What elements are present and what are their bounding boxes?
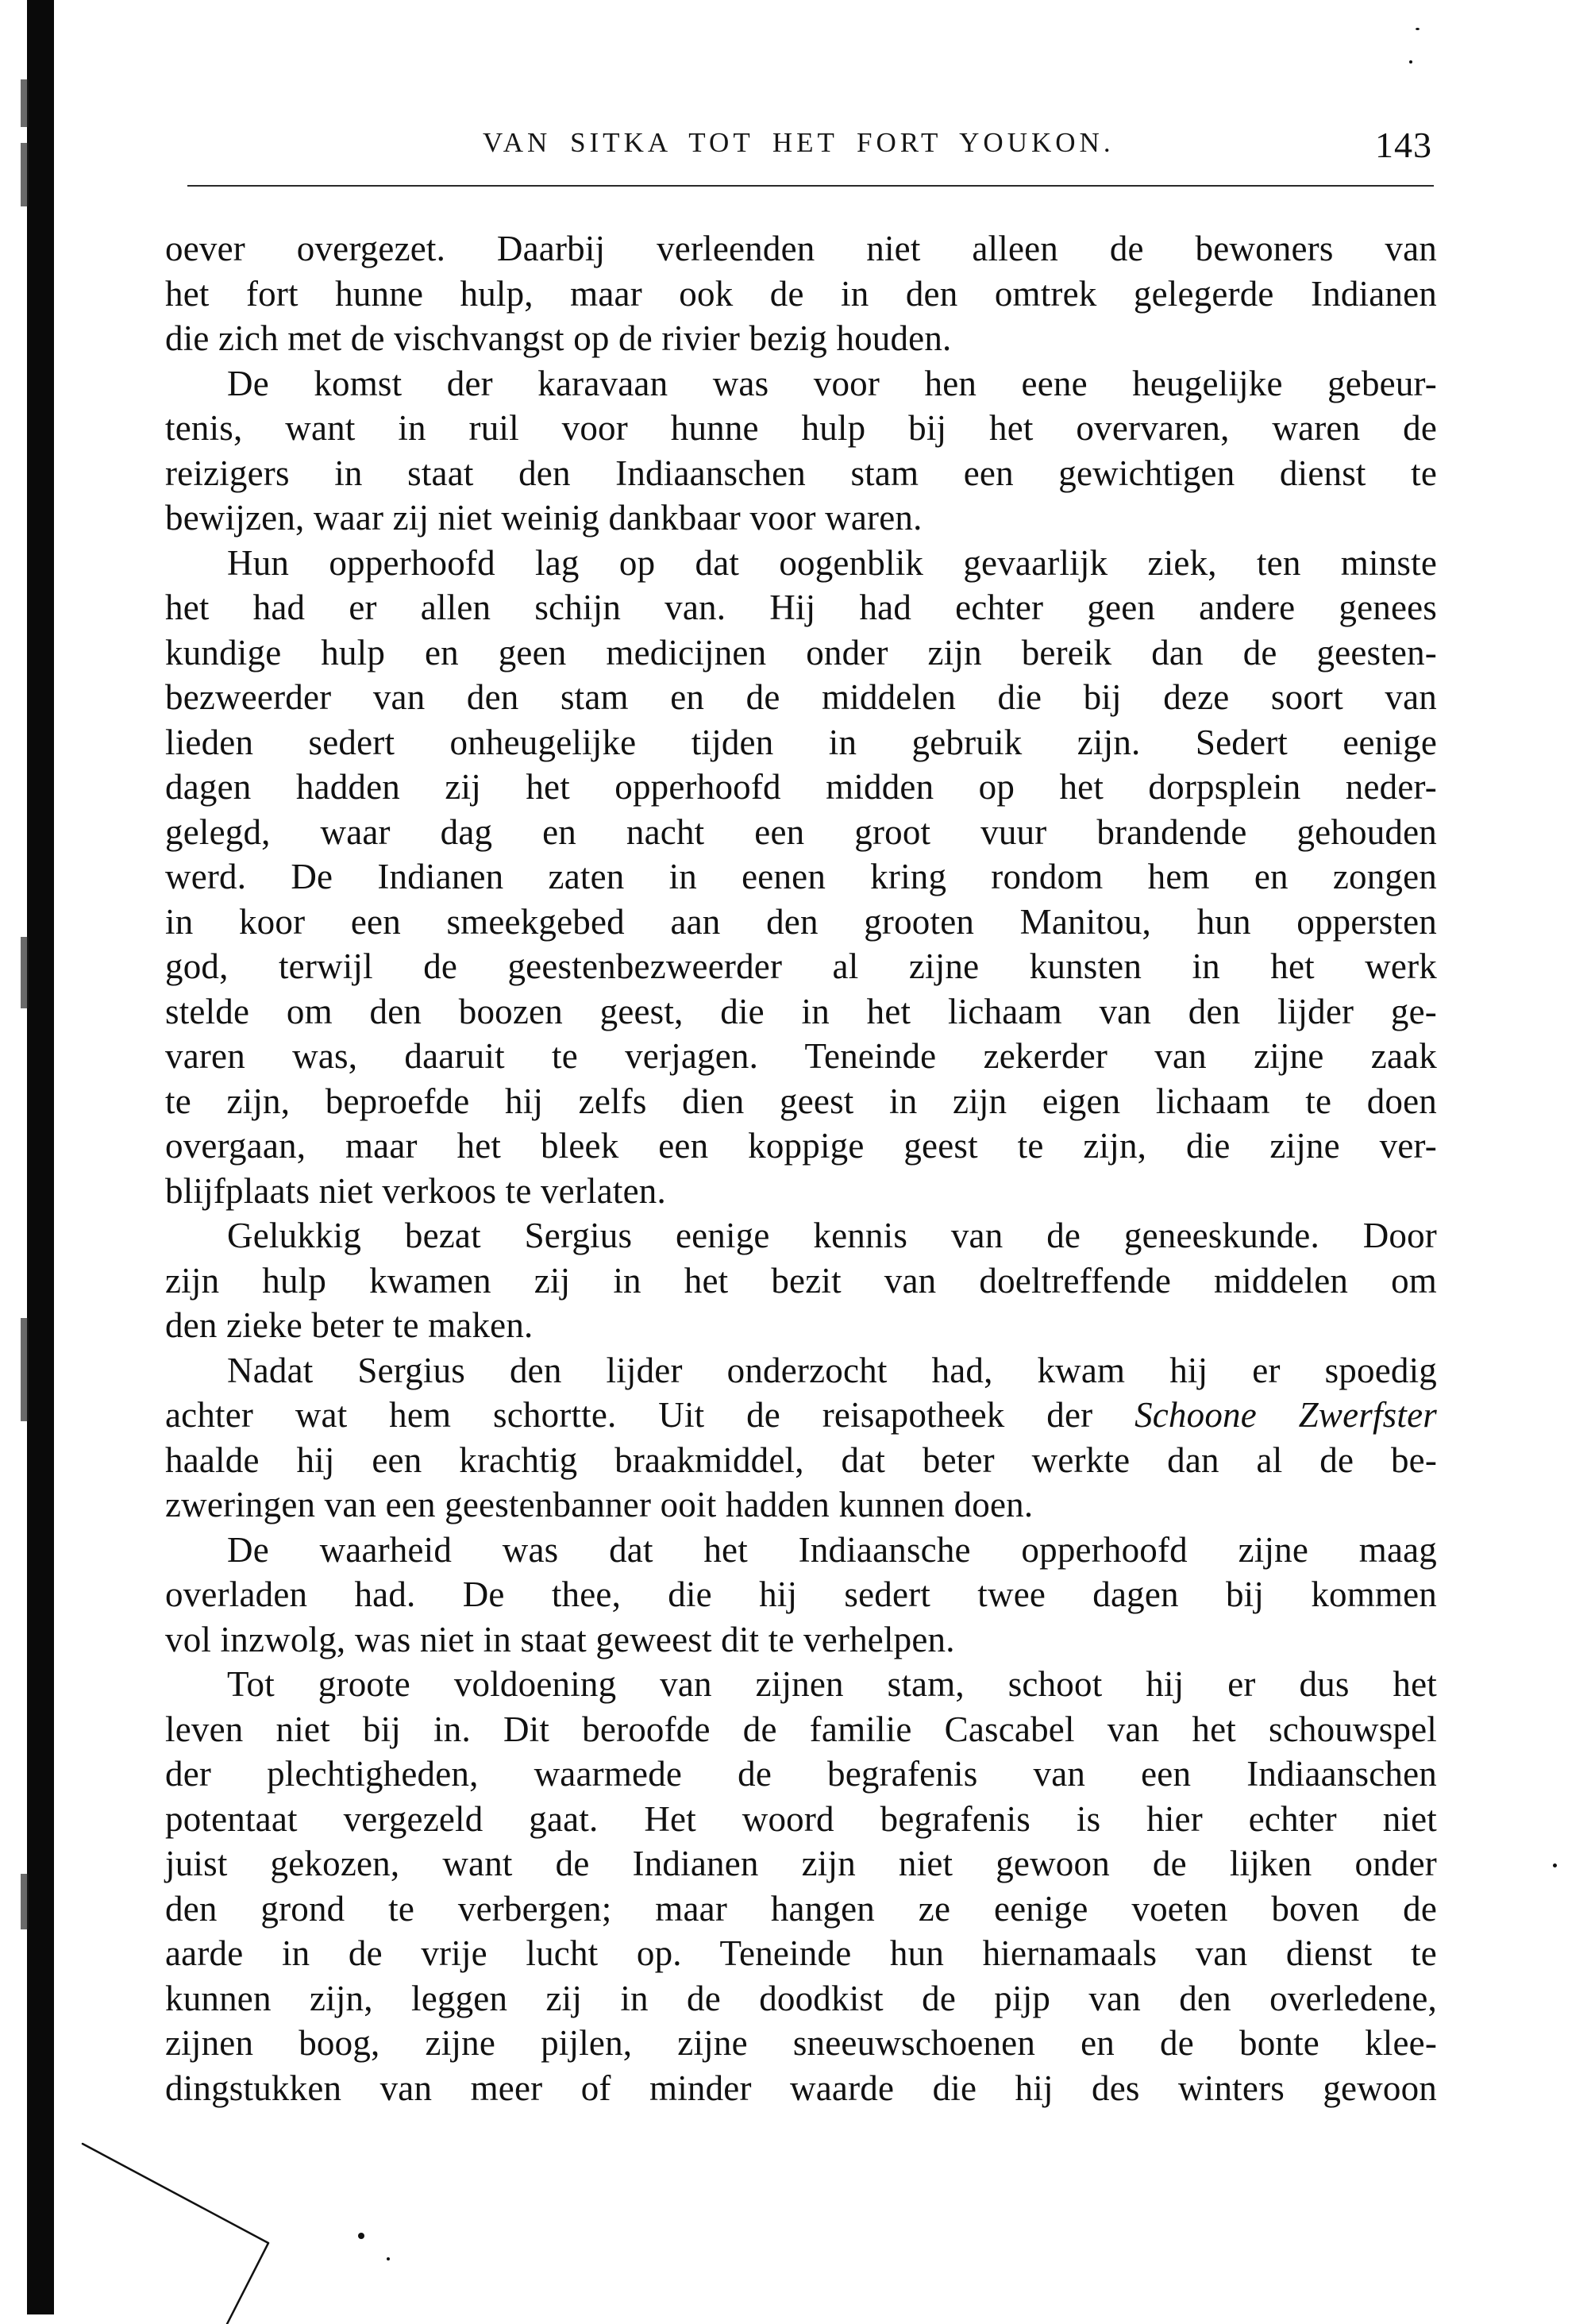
scan-binding-speckle [21,79,29,127]
text-line: der plechtigheden, waarmede de begrafenis van een Indiaanschen [165,1754,1437,1794]
text-line: dingstukken van meer of minder waarde die hij des winters gewoon [165,2068,1437,2108]
scan-binding-speckle [21,1874,29,1929]
text-line: in koor een smeekgebed aan den grooten Manitou, hun oppersten [165,901,1437,942]
text-line: die zich met de vischvangst op de rivier bezig houden. [165,318,952,358]
pen-stroke-mark [71,2096,310,2324]
paragraph [165,226,1437,361]
text-line: het fort hunne hulp, maar ook de in den omtrek gelegerde Indianen [165,273,1437,314]
text-line: oever overgezet. Daarbij verleenden niet alleen de bewoners van [165,229,1437,268]
text-line: kundige hulp en geen medicijnen onder zijn bereik dan de geesten- [165,632,1437,673]
text-line: leven niet bij in. Dit beroofde de familie Cascabel van het schouwspel [165,1709,1437,1749]
text-run: achter wat hem schortte. Uit de reisapotheek der [165,1395,1135,1435]
text-line: overladen had. De thee, die hij sedert twee dagen bij kommen [165,1574,1437,1614]
text-line: juist gekozen, want de Indianen zijn niet gewoon de lijken onder [165,1844,1437,1883]
stray-ink-dot [1416,28,1420,30]
paragraph [165,541,1437,1214]
text-line: De komst der karavaan was voor hen eene heugelijke gebeur- [227,363,1437,403]
stray-ink-dot [1553,1863,1557,1867]
text-line: tenis, want in ruil voor hunne hulp bij het overvaren, waren de [165,408,1437,448]
running-header [0,127,1591,175]
text-line: Nadat Sergius den lijder onderzocht had, kwam hij er spoedig [227,1350,1437,1390]
page-number: 143 [1375,125,1432,165]
text-line: varen was, daaruit te verjagen. Teneinde zekerder van zijne zaak [165,1036,1437,1076]
paragraph [165,1348,1437,1528]
paragraph [165,361,1437,541]
text-line: reizigers in staat den Indiaanschen stam een gewichtigen dienst te [165,453,1437,493]
text-line: den zieke beter te maken. [165,1305,534,1345]
paragraph [165,1662,1437,2110]
stray-ink-dot [1409,60,1412,64]
text-line: stelde om den boozen geest, die in het lichaam van den lijder ge- [165,991,1437,1031]
text-line: het had er allen schijn van. Hij had echter geen andere genees [165,588,1437,627]
scan-binding-speckle [21,1318,29,1421]
text-line: god, terwijl de geestenbezweerder al zijne kunsten in het werk [165,946,1437,986]
text-line: bewijzen, waar zij niet weinig dankbaar voor waren. [165,498,923,538]
pen-stroke-line [83,2144,268,2324]
ship-name-italic: Schoone Zwerfster [1135,1395,1437,1435]
text-line: zijnen boog, zijne pijlen, zijne sneeuwschoenen en de bonte klee- [165,2023,1437,2063]
paragraph [165,1213,1437,1348]
scan-binding-edge [27,0,54,2314]
text-line: potentaat vergezeld gaat. Het woord begrafenis is hier echter niet [165,1798,1437,1839]
text-line: den grond te verbergen; maar hangen ze eenige voeten boven de [165,1888,1437,1929]
text-line: werd. De Indianen zaten in eenen kring rondom hem en zongen [165,857,1437,896]
text-line [165,1393,1437,1438]
text-line: lieden sedert onheugelijke tijden in gebruik zijn. Sedert eenige [165,722,1437,762]
text-line: gelegd, waar dag en nacht een groot vuur brandende gehouden [165,811,1437,852]
text-line: te zijn, beproefde hij zelfs dien geest in zijn eigen lichaam te doen [165,1081,1437,1121]
text-line: zweringen van een geestenbanner ooit hadden kunnen doen. [165,1485,1034,1524]
text-line: kunnen zijn, leggen zij in de doodkist de pijp van den overledene, [165,1978,1437,2018]
running-title: VAN SITKA TOT HET FORT YOUKON. [483,127,1115,158]
header-rule [187,185,1434,187]
body-text [165,226,1437,2110]
text-line: aarde in de vrije lucht op. Teneinde hun hiernamaals van dienst te [165,1933,1437,1973]
text-line: Hun opperhoofd lag op dat oogenblik gevaarlijk ziek, ten minste [227,542,1437,583]
text-line: vol inzwolg, was niet in staat geweest dit te verhelpen. [165,1619,955,1659]
text-line: bezweerder van den stam en de middelen die bij deze soort van [165,677,1437,717]
text-line: blijfplaats niet verkoos te verlaten. [165,1170,666,1211]
stray-ink-dot [358,2233,364,2239]
text-line: haalde hij een krachtig braakmiddel, dat beter werkte dan al de be- [165,1439,1437,1480]
text-line: zijn hulp kwamen zij in het bezit van doeltreffende middelen om [165,1260,1437,1301]
paragraph [165,1528,1437,1663]
text-line: dagen hadden zij het opperhoofd midden op het dorpsplein neder- [165,767,1437,807]
scan-binding-speckle [21,937,29,1008]
text-line: Gelukkig bezat Sergius eenige kennis van de geneeskunde. Door [227,1216,1437,1255]
text-line: overgaan, maar het bleek een koppige geest te zijn, die zijne ver- [165,1126,1437,1166]
text-line: De waarheid was dat het Indiaansche opperhoofd zijne maag [227,1529,1437,1570]
text-line: Tot groote voldoening van zijnen stam, schoot hij er dus het [227,1664,1437,1704]
stray-ink-dot [387,2257,390,2260]
